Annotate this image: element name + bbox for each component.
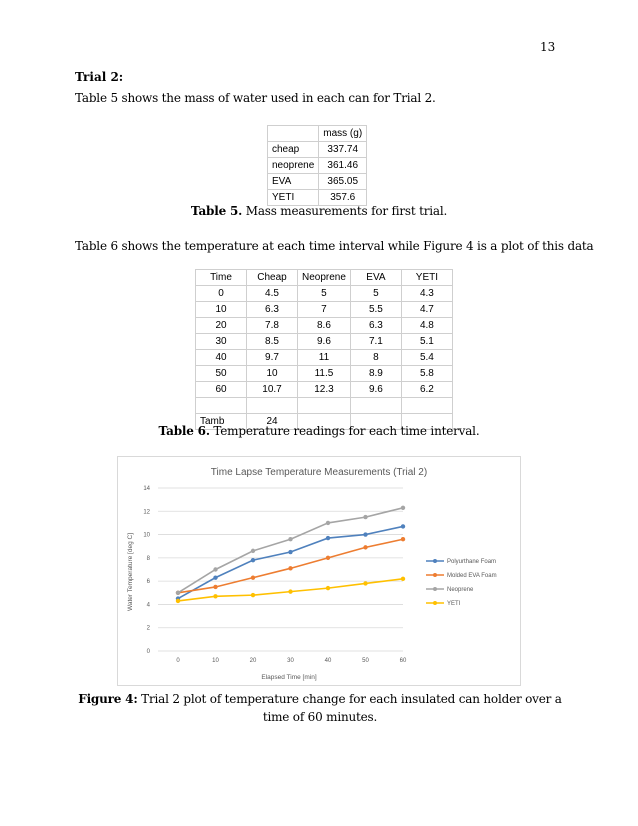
figure4-caption <box>70 690 570 726</box>
y-tick-label: 12 <box>143 509 150 516</box>
data-point <box>251 575 255 579</box>
table-cell: 365.05 <box>319 174 367 190</box>
table-cell: EVA <box>268 174 319 190</box>
table-cell: 11 <box>298 350 351 366</box>
data-point <box>213 567 217 571</box>
caption-text: Trial 2 plot of temperature change for each insulated can holder over a time of 60 minutes. <box>137 692 562 724</box>
caption-text: Temperature readings for each time interval. <box>209 424 480 438</box>
table6-caption <box>0 424 638 438</box>
series-line <box>178 539 403 593</box>
data-point <box>401 506 405 510</box>
table-cell: 10.7 <box>247 382 298 398</box>
table-cell: cheap <box>268 142 319 158</box>
data-point <box>363 515 367 519</box>
table-cell: 5.4 <box>401 350 452 366</box>
table-cell: 8.5 <box>247 334 298 350</box>
table-cell: 4.8 <box>401 318 452 334</box>
data-point <box>213 575 217 579</box>
table-cell: 40 <box>196 350 247 366</box>
caption-label: Figure 4: <box>78 692 138 706</box>
data-point <box>176 599 180 603</box>
table-cell: Tamb <box>196 414 247 430</box>
table-cell: 4.7 <box>401 302 452 318</box>
caption-label: Table 5. <box>190 204 243 218</box>
caption-label: Table 6. <box>158 424 210 438</box>
x-tick-label: 60 <box>399 658 407 664</box>
table5-intro-text: Table 5 shows the mass of water used in each can for Trial 2. <box>75 91 436 105</box>
legend-marker <box>433 573 437 577</box>
table-cell: 357.6 <box>319 190 367 206</box>
chart-xlabel: Elapsed Time [min] <box>261 674 317 681</box>
legend-label: Neoprene <box>447 587 474 593</box>
y-tick-label: 6 <box>146 579 150 586</box>
table-cell: 6.2 <box>401 382 452 398</box>
table-header-cell: YETI <box>401 270 452 286</box>
y-tick-label: 10 <box>143 532 150 539</box>
x-tick-label: 10 <box>212 658 219 664</box>
table-cell: 9.7 <box>247 350 298 366</box>
table-cell: 6.3 <box>350 318 401 334</box>
data-point <box>401 524 405 528</box>
y-tick-label: 4 <box>146 602 150 609</box>
data-point <box>251 558 255 562</box>
data-point <box>363 532 367 536</box>
data-point <box>401 577 405 581</box>
table-header-cell: mass (g) <box>319 126 367 142</box>
data-point <box>288 589 292 593</box>
table-cell <box>247 398 298 414</box>
y-tick-label: 0 <box>146 649 150 655</box>
table-cell: 8 <box>350 350 401 366</box>
table-cell: 337.74 <box>319 142 367 158</box>
y-tick-label: 2 <box>146 625 150 632</box>
table-cell: 8.6 <box>298 318 351 334</box>
table-cell: 60 <box>196 382 247 398</box>
table-cell: 4.5 <box>247 286 298 302</box>
table-row <box>196 350 453 366</box>
data-point <box>326 521 330 525</box>
table-row <box>196 334 453 350</box>
table6-intro-text: Table 6 shows the temperature at each time interval while Figure 4 is a plot of this data <box>75 239 594 253</box>
table-cell: 10 <box>247 366 298 382</box>
data-point <box>213 585 217 589</box>
table-header-cell: Time <box>196 270 247 286</box>
x-tick-label: 30 <box>287 658 294 664</box>
table-cell <box>401 398 452 414</box>
table-cell: YETI <box>268 190 319 206</box>
legend-label: Polyurthane Foam <box>447 559 497 565</box>
table-row <box>268 158 367 174</box>
table-cell: 4.3 <box>401 286 452 302</box>
table-header-row <box>196 270 453 286</box>
table-cell: 12.3 <box>298 382 351 398</box>
table-row <box>196 302 453 318</box>
data-point <box>363 545 367 549</box>
page-number: 13 <box>540 40 556 54</box>
data-point <box>326 536 330 540</box>
table-row <box>268 174 367 190</box>
table-cell: 5.1 <box>401 334 452 350</box>
x-tick-label: 20 <box>249 658 257 664</box>
y-tick-label: 8 <box>146 555 150 562</box>
data-point <box>288 550 292 554</box>
table-header-row <box>268 126 367 142</box>
mass-table <box>267 125 367 206</box>
table-cell: 10 <box>196 302 247 318</box>
table-cell: 7.1 <box>350 334 401 350</box>
data-point <box>251 549 255 553</box>
table-row <box>268 142 367 158</box>
table-row <box>196 318 453 334</box>
data-point <box>288 537 292 541</box>
legend-marker <box>433 601 437 605</box>
table-row <box>196 286 453 302</box>
table-cell: 7.8 <box>247 318 298 334</box>
plot-area <box>143 486 407 664</box>
table-header-cell: Cheap <box>247 270 298 286</box>
table5-caption <box>0 204 638 218</box>
chart-ylabel: Water Temperature [deg C] <box>127 532 134 612</box>
table-cell: 5.5 <box>350 302 401 318</box>
caption-text: Mass measurements for first trial. <box>242 204 448 218</box>
x-tick-label: 0 <box>176 658 180 664</box>
legend-label: Molded EVA Foam <box>447 573 497 579</box>
table-cell: 0 <box>196 286 247 302</box>
temperature-chart <box>117 456 521 686</box>
table-cell: 11.5 <box>298 366 351 382</box>
table-cell: 7 <box>298 302 351 318</box>
table-cell: 8.9 <box>350 366 401 382</box>
temperature-table <box>195 269 453 430</box>
table-header-cell: EVA <box>350 270 401 286</box>
data-point <box>363 581 367 585</box>
table-cell: 20 <box>196 318 247 334</box>
table-cell: neoprene <box>268 158 319 174</box>
table-header-cell <box>268 126 319 142</box>
data-point <box>326 556 330 560</box>
table-cell: 9.6 <box>298 334 351 350</box>
data-point <box>176 591 180 595</box>
x-tick-label: 40 <box>324 658 332 664</box>
table-cell: 5.8 <box>401 366 452 382</box>
table-cell <box>196 398 247 414</box>
chart-title: Time Lapse Temperature Measurements (Trial 2) <box>210 467 428 478</box>
legend-marker <box>433 587 437 591</box>
data-point <box>251 593 255 597</box>
table-header-cell: Neoprene <box>298 270 351 286</box>
table-cell: 6.3 <box>247 302 298 318</box>
legend-marker <box>433 559 437 563</box>
section-heading: Trial 2: <box>75 70 124 84</box>
table-row <box>196 366 453 382</box>
legend-label: YETI <box>447 601 461 607</box>
table-cell: 361.46 <box>319 158 367 174</box>
chart-legend <box>426 559 497 607</box>
table-cell: 5 <box>350 286 401 302</box>
table-cell: 9.6 <box>350 382 401 398</box>
table-cell: 30 <box>196 334 247 350</box>
y-tick-label: 14 <box>143 486 150 492</box>
chart-svg <box>118 457 520 685</box>
data-point <box>213 594 217 598</box>
table-cell: 24 <box>247 414 298 430</box>
table-row <box>196 382 453 398</box>
data-point <box>326 586 330 590</box>
data-point <box>401 537 405 541</box>
table-row <box>196 398 453 414</box>
data-point <box>288 566 292 570</box>
table-cell: 50 <box>196 366 247 382</box>
table-cell <box>298 398 351 414</box>
x-tick-label: 50 <box>362 658 369 664</box>
table-cell <box>350 398 401 414</box>
table-cell: 5 <box>298 286 351 302</box>
